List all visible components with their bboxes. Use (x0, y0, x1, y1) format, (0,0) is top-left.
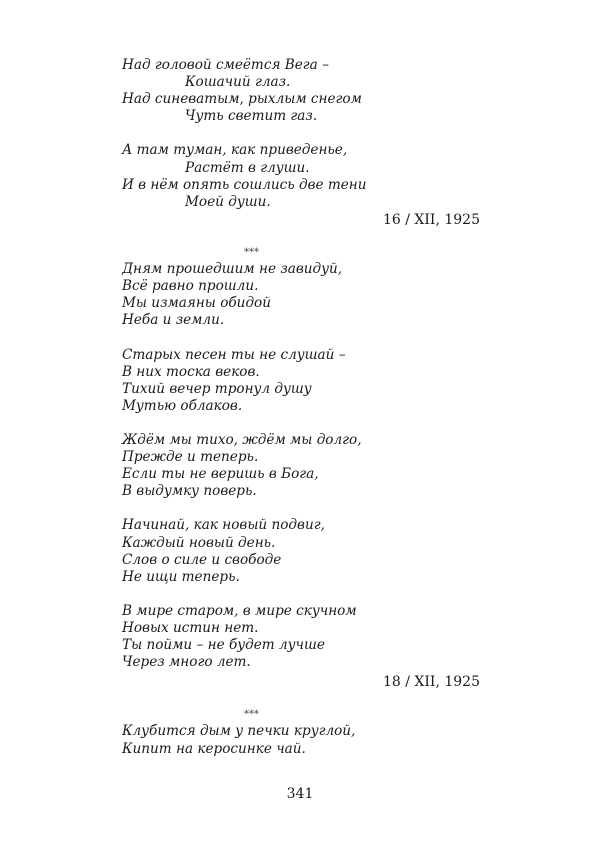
poem-3 (122, 723, 480, 757)
verse-line: Ждём мы тихо, ждём мы долго, (122, 431, 362, 448)
verse-line: Над синеватым, рыхлым снегом (122, 91, 362, 108)
verse-line: Начинай, как новый подвиг, (122, 517, 325, 534)
verse-line: Клубится дым у печки круглой, (122, 723, 356, 740)
page-number: 341 (286, 786, 314, 802)
verse-line: Ты пойми – не будет лучше (122, 637, 325, 654)
verse-line: Кипит на керосинке чай. (122, 740, 306, 757)
poem-date: 18 / XII, 1925 (383, 674, 480, 691)
verse-line: И в нём опять сошлись две тени (122, 176, 367, 193)
verse-line: Через много лет. (122, 654, 251, 671)
verse-line: В них тоска веков. (122, 363, 260, 380)
verse-line: Новых истин нет. (122, 620, 259, 636)
verse-line: Не ищи теперь. (122, 568, 240, 585)
verse-line: Если ты не веришь в Бога, (122, 466, 319, 483)
page-text (122, 57, 480, 758)
verse-line: Растёт в глуши. (185, 159, 310, 176)
verse-line: В выдумку поверь. (122, 483, 257, 500)
verse-line: Мы измаяны обидой (122, 295, 271, 312)
verse-line: Тихий вечер тронул душу (122, 380, 312, 397)
verse-line: Дням прошедшим не завидуй, (122, 261, 343, 278)
poem-2 (122, 261, 480, 691)
verse-line: Моей души. (185, 193, 271, 210)
verse-line: В мире старом, в мире скучном (122, 602, 357, 619)
poem-date: 16 / XII, 1925 (383, 211, 480, 228)
poem-1 (122, 57, 480, 229)
verse-line: Каждый новый день. (122, 534, 276, 551)
verse-line: Слов о силе и свободе (122, 551, 282, 568)
verse-line: Всё равно прошли. (122, 278, 259, 295)
verse-line: Чуть светит газ. (185, 108, 318, 125)
verse-line: Над головой смеётся Вега – (122, 57, 329, 73)
verse-line: Старых песен ты не слушай – (122, 346, 346, 363)
verse-line: Кошачий глаз. (185, 74, 291, 91)
section-separator: *** (244, 709, 259, 721)
section-separator: *** (244, 246, 259, 258)
verse-line: А там туман, как приведенье, (122, 142, 348, 159)
verse-line: Мутью облаков. (122, 397, 243, 414)
verse-line: Прежде и теперь. (122, 449, 259, 466)
verse-line: Неба и земли. (122, 312, 225, 329)
